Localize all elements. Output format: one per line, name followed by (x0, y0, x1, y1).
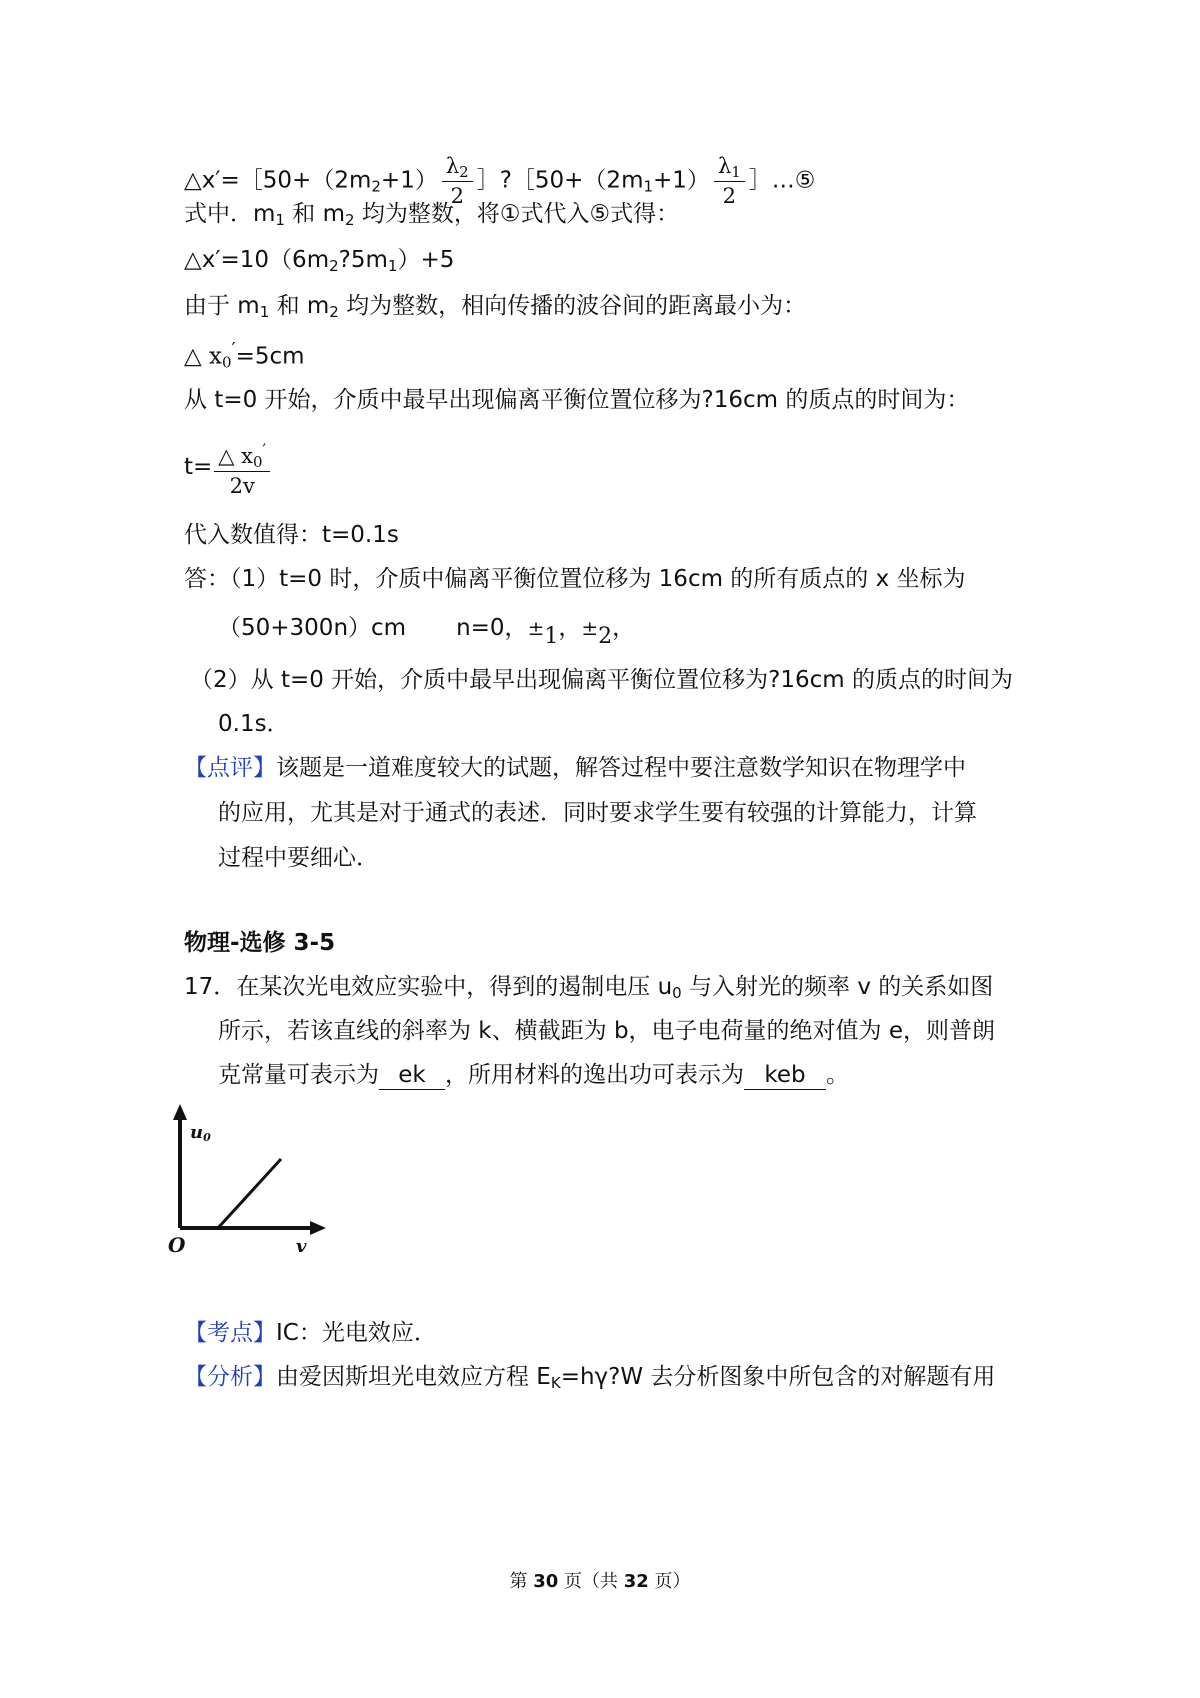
fraction-time: $\frac{\triangle x_0'}{2v}$ (214, 437, 270, 499)
answer-blank-planck: ek (379, 1061, 445, 1090)
answer-blank-work-function: keb (744, 1061, 826, 1090)
section-heading: 物理-选修 3-5 (184, 930, 336, 956)
equation-time: t= $\frac{\triangle x_0'}{2v}$ (184, 430, 274, 504)
comment-line-1: 【点评】该题是一道难度较大的试题，解答过程中要注意数学知识在物理学中 (184, 755, 966, 781)
answer-1: 答：（1）t=0 时，介质中偏离平衡位置位移为 16cm 的所有质点的 x 坐标为 (184, 566, 966, 592)
x-axis-label: v (296, 1236, 307, 1257)
text-line-8: 代入数值得：t=0.1s (184, 522, 399, 548)
fraction-lambda1: $\frac{\lambda_1}{2}$ (714, 153, 745, 209)
fraction-lambda2: $\frac{\lambda_2}{2}$ (442, 153, 473, 209)
equation-result: $\triangle x'=10(6m_2?5m_1)+5$ (184, 247, 455, 275)
y-axis-label: u0 (190, 1122, 211, 1144)
comment-line-3: 过程中要细心． (218, 845, 379, 871)
text-line-4: 由于 $m_1$ 和 $m_2$ 均为整数，相向传播的波谷间的距离最小为： (184, 293, 807, 321)
origin-label: O (168, 1233, 186, 1257)
equation-min-distance: △ $x_0'=5cm$ (184, 339, 305, 372)
y-axis (173, 1104, 187, 1228)
page-footer: 第 30 页（共 32 页） (509, 1571, 691, 1592)
comment-line-2: 的应用，尤其是对于通式的表述．同时要求学生要有较强的计算能力，计算 (218, 800, 977, 826)
text-line-6: 从 t=0 开始，介质中最早出现偏离平衡位置位移为?16cm 的质点的时间为： (184, 387, 970, 413)
answer-2: （2）从 t=0 开始，介质中最早出现偏离平衡位置位移为?16cm 的质点的时间为 (190, 667, 1014, 693)
x-axis (180, 1221, 326, 1235)
equation-5: $\triangle x'=[50+(2m_2+1)$ $\frac{\lambda_2}{2}$ $]?[50+(2m_1+1)$ $\frac{\lambda_1}{2}$ ］…⑤ (184, 154, 816, 208)
answer-2-value: 0.1s． (218, 711, 290, 737)
key-point-line: 【考点】IC：光电效应． (184, 1320, 437, 1346)
question-17-line-3: 克常量可表示为 ek ，所用材料的逸出功可表示为 keb 。 (218, 1062, 849, 1088)
data-line (218, 1159, 281, 1228)
answer-1-coordinates: （50+300n）cm n=0，±1，±2， (218, 615, 636, 649)
text-line-2: 式中．$m_1$ 和 $m_2$ 均为整数，将①式代入⑤式得： (184, 201, 680, 229)
question-17-line-2: 所示，若该直线的斜率为 k、横截距为 b，电子电荷量的绝对值为 e，则普朗 (218, 1018, 996, 1044)
question-17-line-1: 17．在某次光电效应实验中，得到的遏制电压 $u_0$ 与入射光的频率 v 的关系如图 (184, 974, 994, 1002)
analysis-line: 【分析】由爱因斯坦光电效应方程 $E_K=h\gamma?W$ 去分析图象中所包含的对解题有用 (184, 1364, 996, 1392)
u0-vs-frequency-graph (168, 1100, 358, 1260)
